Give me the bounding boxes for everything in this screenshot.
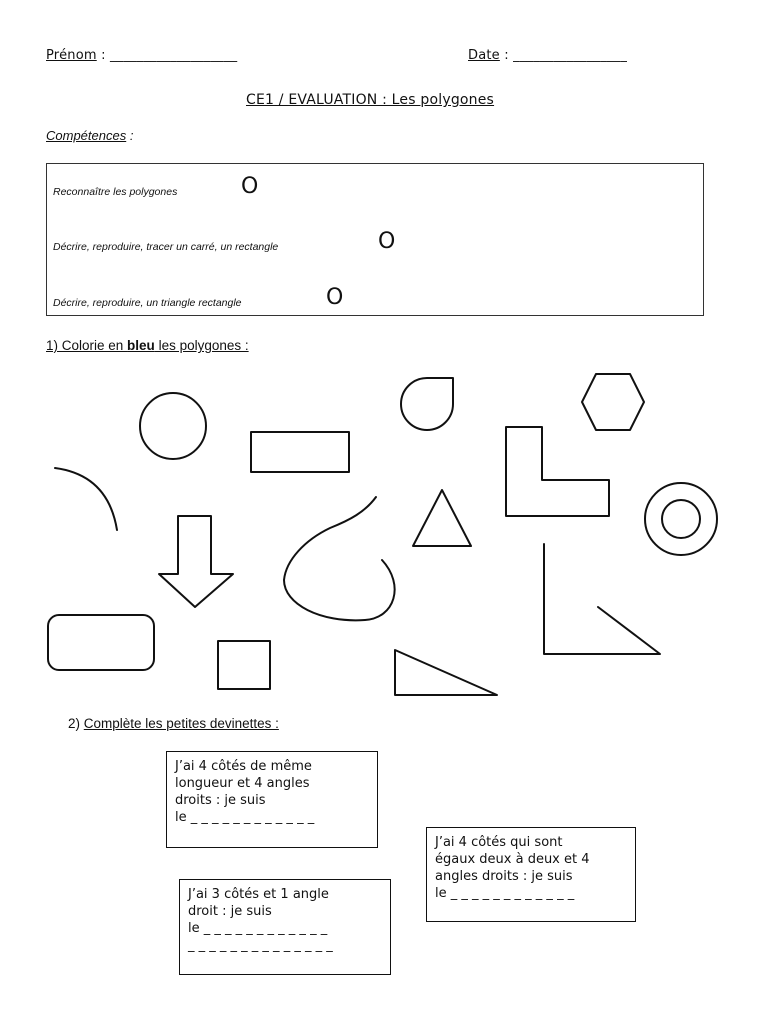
competences-heading-suffix: : [126, 128, 134, 143]
question-2 [68, 716, 279, 731]
riddle-line: longueur et 4 angles [175, 776, 310, 791]
date-label: Date [468, 48, 500, 63]
question-1-suffix: les polygones : [154, 338, 249, 353]
riddle-answer-line[interactable]: _ _ _ _ _ _ _ _ _ _ _ _ _ _ [188, 938, 333, 953]
circle-shape[interactable] [140, 393, 206, 459]
right-triangle-shape[interactable] [395, 650, 497, 695]
riddle-line: angles droits : je suis [435, 869, 573, 884]
square-shape[interactable] [218, 641, 270, 689]
riddle-box-right-triangle [179, 879, 391, 975]
riddle-line: J’ai 4 côtés de même [175, 759, 312, 774]
question-1-bold: bleu [127, 338, 155, 353]
blob-shape[interactable] [284, 497, 395, 620]
drop-shape[interactable] [401, 378, 453, 430]
question-2-text: Complète les petites devinettes : [83, 716, 279, 731]
riddle-box-rectangle [426, 827, 636, 922]
prenom-label: Prénom [46, 48, 97, 63]
competence-circle-2: O [378, 229, 396, 254]
competence-label-3: Décrire, reproduire, un triangle rectangle [53, 297, 242, 309]
riddle-line: droits : je suis [175, 793, 266, 808]
question-1-prefix: 1) Colorie en [46, 338, 128, 353]
l-shape[interactable] [506, 427, 609, 516]
ring-inner-shape[interactable] [662, 500, 700, 538]
riddle-answer-line[interactable]: le _ _ _ _ _ _ _ _ _ _ _ _ [188, 921, 328, 936]
riddle-answer-line[interactable]: le _ _ _ _ _ _ _ _ _ _ _ _ [175, 810, 315, 825]
open-angle-shape[interactable] [544, 544, 660, 654]
triangle-shape[interactable] [413, 490, 471, 546]
arrow-shape[interactable] [159, 516, 233, 607]
rounded-rectangle-shape[interactable] [48, 615, 154, 670]
competence-label-1: Reconnaître les polygones [53, 186, 178, 198]
riddle-line: J’ai 3 côtés et 1 angle [188, 887, 329, 902]
rectangle-shape[interactable] [251, 432, 349, 472]
competence-circle-3: O [326, 285, 344, 310]
hexagon-shape[interactable] [582, 374, 644, 430]
riddle-answer-line[interactable]: le _ _ _ _ _ _ _ _ _ _ _ _ [435, 886, 575, 901]
competence-label-2: Décrire, reproduire, tracer un carré, un rectangle [53, 241, 279, 253]
riddle-line: égaux deux à deux et 4 [435, 852, 590, 867]
ring-outer-shape[interactable] [645, 483, 717, 555]
competence-circle-1: O [241, 174, 259, 199]
riddle-line: J’ai 4 côtés qui sont [435, 835, 563, 850]
competences-heading-label: Compétences [46, 128, 127, 143]
prenom-line: : ___________________ [96, 48, 238, 63]
page-title: CE1 / EVALUATION : Les polygones [246, 92, 495, 108]
arc-shape[interactable] [55, 468, 117, 530]
riddle-box-square [166, 751, 378, 848]
date-line: : _________________ [499, 48, 628, 63]
question-2-number: 2) [68, 716, 84, 731]
riddle-line: droit : je suis [188, 904, 272, 919]
